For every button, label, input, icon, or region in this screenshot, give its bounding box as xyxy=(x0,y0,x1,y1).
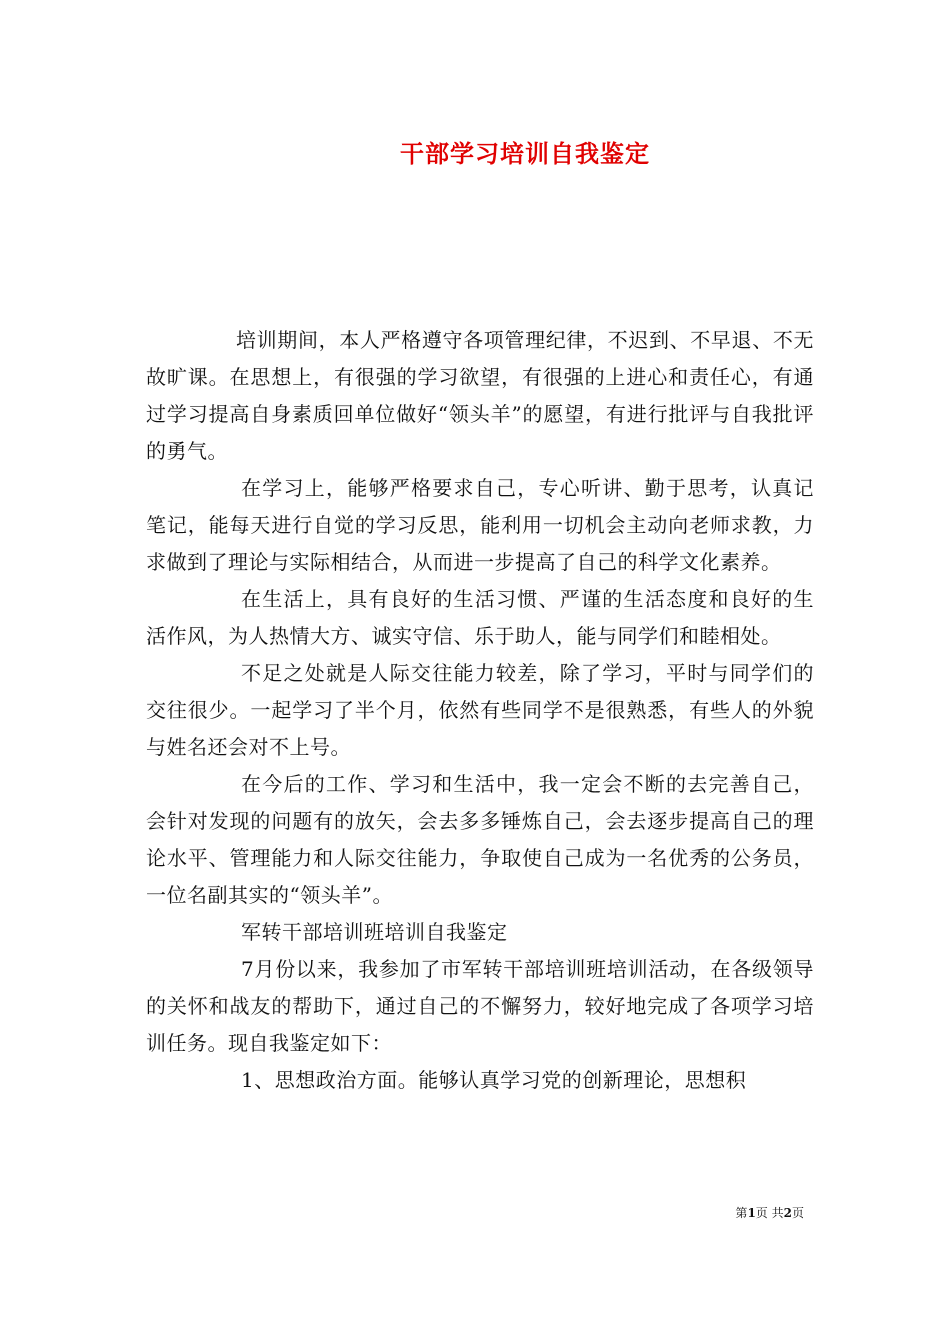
paragraph-5: 在今后的工作、学习和生活中，我一定会不断的去完善自己，会针对发现的问题有的放矢，会去多多锤炼自己，会去逐步提高自己的理论水平、管理能力和人际交往能力，争取使自己成为一名优秀的公务员，一位名副其实的“领头羊”。 xyxy=(146,772,814,907)
footer-prefix: 第 xyxy=(735,1206,748,1220)
paragraph-7: 1、思想政治方面。能够认真学习党的创新理论，思想积 xyxy=(241,1068,747,1092)
paragraph-6: 7月份以来，我参加了市军转干部培训班培训活动，在各级领导的关怀和战友的帮助下，通过自己的不懈努力，较好地完成了各项学习培训任务。现自我鉴定如下： xyxy=(146,957,814,1055)
footer-middle: 页 共 xyxy=(755,1206,784,1220)
footer-suffix: 页 xyxy=(791,1206,804,1220)
page-footer xyxy=(735,1204,804,1221)
footer-current-page: 1 xyxy=(747,1206,756,1220)
paragraph-1: 培训期间，本人严格遵守各项管理纪律，不迟到、不早退、不无故旷课。在思想上，有很强的学习欲望，有很强的上进心和责任心，有通过学习提高自身素质回单位做好“领头羊”的愿望，有进行批评与自我批评的勇气。 xyxy=(146,328,814,463)
paragraph-3: 在生活上，具有良好的生活习惯、严谨的生活态度和良好的生活作风，为人热情大方、诚实守信、乐于助人，能与同学们和睦相处。 xyxy=(146,587,814,648)
paragraph-2: 在学习上，能够严格要求自己，专心听讲、勤于思考，认真记笔记，能每天进行自觉的学习反思，能利用一切机会主动向老师求教，力求做到了理论与实际相结合，从而进一步提高了自己的科学文化素养。 xyxy=(146,476,814,574)
document-title: 干部学习培训自我鉴定 xyxy=(400,139,650,168)
section-heading: 军转干部培训班培训自我鉴定 xyxy=(241,920,508,944)
footer-total-pages: 2 xyxy=(783,1206,792,1220)
paragraph-4: 不足之处就是人际交往能力较差，除了学习，平时与同学们的交往很少。一起学习了半个月，依然有些同学不是很熟悉，有些人的外貌与姓名还会对不上号。 xyxy=(146,661,814,759)
document-body xyxy=(146,322,814,1099)
